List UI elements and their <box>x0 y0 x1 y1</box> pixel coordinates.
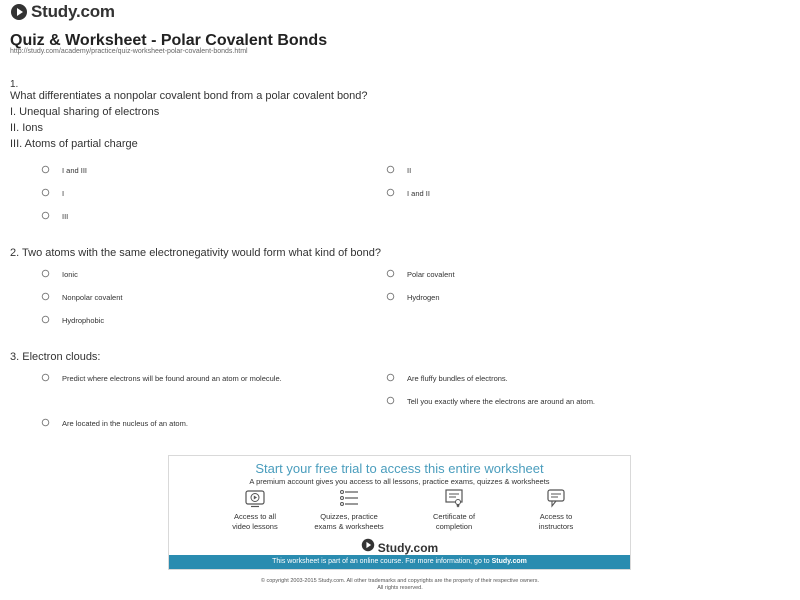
play-logo-icon <box>10 3 28 21</box>
footer-rights: All rights reserved. <box>377 585 423 591</box>
q3-option[interactable] <box>41 419 188 428</box>
option-label: Hydrogen <box>407 293 440 302</box>
q2-option[interactable] <box>41 293 122 302</box>
radio-button-icon[interactable] <box>386 165 395 174</box>
feature-video-lessons <box>205 488 305 532</box>
option-label: Are fluffy bundles of electrons. <box>407 374 508 383</box>
q1-option[interactable] <box>41 212 68 221</box>
q2-option[interactable] <box>41 270 78 279</box>
question-3-text: 3. Electron clouds: <box>10 351 101 363</box>
page-url: http://study.com/academy/practice/quiz-worksheet-polar-covalent-bonds.html <box>10 48 248 55</box>
promo-logo-text: Study.com <box>377 540 439 555</box>
logo-text: Study.com <box>31 2 115 21</box>
radio-button-icon[interactable] <box>386 188 395 197</box>
option-label: Ionic <box>62 270 78 279</box>
option-label: II <box>407 166 412 175</box>
footer-copyright: © copyright 2003-2015 Study.com. All other trademarks and copyrights are the property of their respective owners. <box>260 578 540 584</box>
radio-button-icon[interactable] <box>41 373 50 382</box>
question-1-statement: III. Atoms of partial charge <box>10 138 138 150</box>
q3-option[interactable] <box>386 397 595 406</box>
option-label: Are located in the nucleus of an atom. <box>62 419 188 428</box>
certificate-icon <box>444 488 464 508</box>
q2-option[interactable] <box>386 270 455 279</box>
study-logo[interactable] <box>10 2 115 22</box>
option-label: Polar covalent <box>407 270 455 279</box>
radio-button-icon[interactable] <box>41 165 50 174</box>
radio-button-icon[interactable] <box>386 396 395 405</box>
quizzes-icon <box>339 488 359 508</box>
radio-button-icon[interactable] <box>386 292 395 301</box>
option-label: Nonpolar covalent <box>62 293 123 302</box>
free-trial-promo[interactable] <box>168 455 631 570</box>
option-label: Predict where electrons will be found around an atom or molecule. <box>62 374 282 383</box>
feature-label-line2: exams & worksheets <box>314 522 384 531</box>
question-1-statement: II. Ions <box>10 122 44 134</box>
promo-title[interactable]: Start your free trial to access this entire worksheet <box>255 461 544 476</box>
q1-option[interactable] <box>41 189 64 198</box>
radio-button-icon[interactable] <box>41 269 50 278</box>
feature-label-line2: completion <box>435 522 473 531</box>
promo-info-bar <box>169 555 630 569</box>
q3-option[interactable] <box>41 374 341 383</box>
feature-label-line1: Certificate of <box>432 512 476 521</box>
q2-option[interactable] <box>41 316 104 325</box>
radio-button-icon[interactable] <box>41 418 50 427</box>
radio-button-icon[interactable] <box>41 292 50 301</box>
option-label: III <box>62 212 69 221</box>
feature-label-line2: instructors <box>538 522 574 531</box>
feature-label-line2: video lessons <box>232 522 278 531</box>
radio-button-icon[interactable] <box>41 188 50 197</box>
question-1-statement: I. Unequal sharing of electrons <box>10 106 160 118</box>
q3-option[interactable] <box>386 374 508 383</box>
option-label: Tell you exactly where the electrons are around an atom. <box>407 397 596 406</box>
option-label: I and II <box>407 189 430 198</box>
feature-instructors <box>506 488 606 532</box>
feature-certificate <box>404 488 504 532</box>
question-1-text: What differentiates a nonpolar covalent bond from a polar covalent bond? <box>10 90 368 102</box>
page-title: Quiz & Worksheet - Polar Covalent Bonds <box>10 32 328 49</box>
q1-option[interactable] <box>41 166 87 175</box>
q1-option[interactable] <box>386 166 411 175</box>
promo-bar-text: This worksheet is part of an online course. For more information, go to <box>272 558 492 565</box>
instructors-icon <box>546 488 566 508</box>
option-label: Hydrophobic <box>62 316 105 325</box>
feature-label-line1: Access to <box>539 512 573 521</box>
feature-label-line1: Access to all <box>233 512 277 521</box>
option-label: I <box>62 189 65 198</box>
radio-button-icon[interactable] <box>41 315 50 324</box>
option-label: I and III <box>62 166 88 175</box>
radio-button-icon[interactable] <box>386 269 395 278</box>
q1-option[interactable] <box>386 189 430 198</box>
radio-button-icon[interactable] <box>41 211 50 220</box>
video-lessons-icon <box>245 488 265 508</box>
promo-subtitle: A premium account gives you access to all lessons, practice exams, quizzes & worksheets <box>249 477 550 486</box>
question-1-number: 1. <box>10 79 19 90</box>
question-2-text: 2. Two atoms with the same electronegativity would form what kind of bond? <box>10 247 381 259</box>
feature-quizzes <box>299 488 399 532</box>
q2-option[interactable] <box>386 293 440 302</box>
study-link[interactable]: Study.com <box>491 558 527 565</box>
radio-button-icon[interactable] <box>386 373 395 382</box>
feature-label-line1: Quizzes, practice <box>320 512 378 521</box>
